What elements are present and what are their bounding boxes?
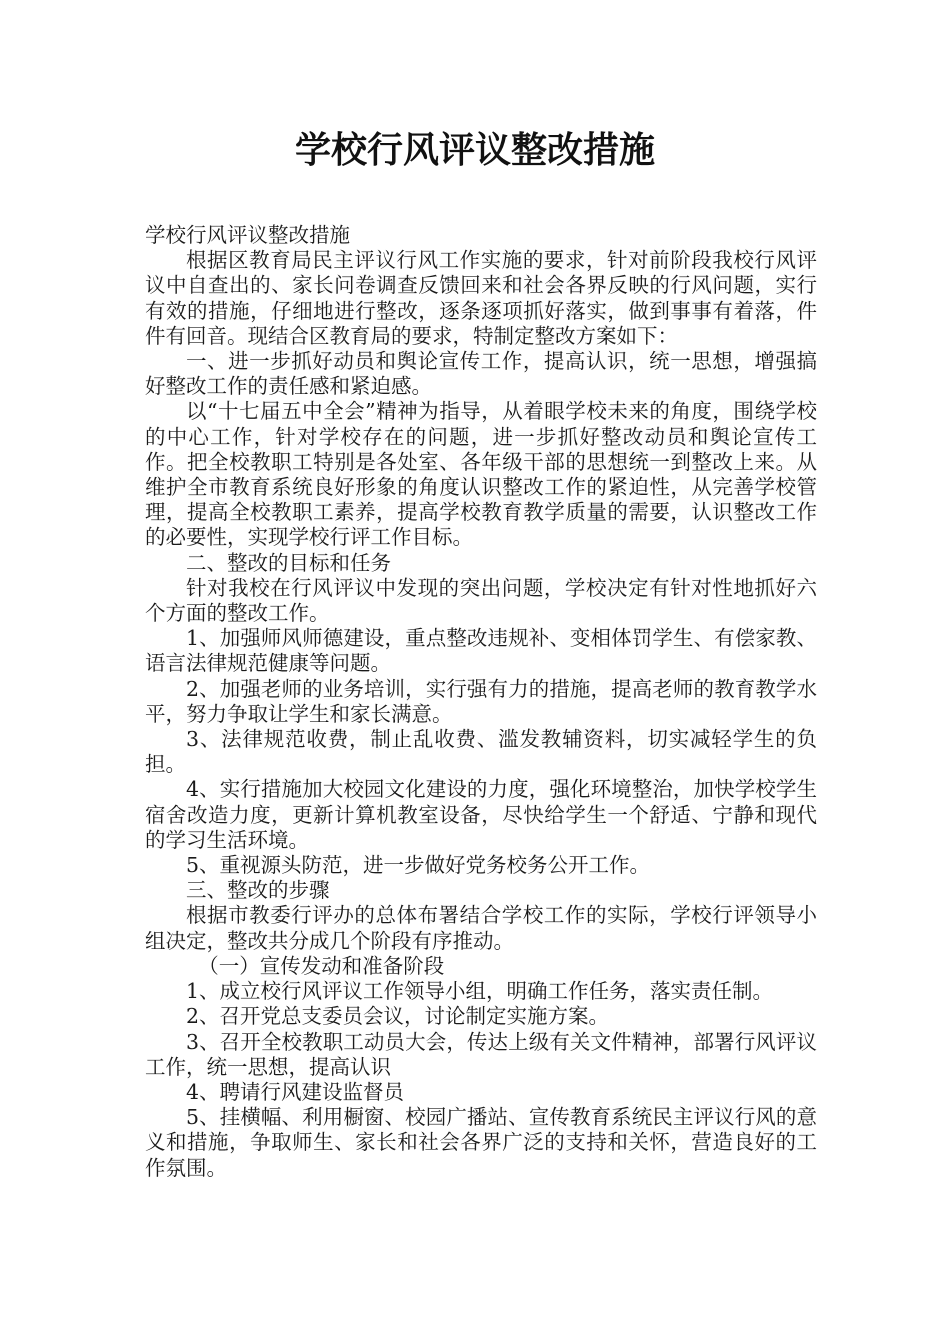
list-item: 2、加强老师的业务培训，实行强有力的措施，提高老师的教育教学水平，努力争取让学生和家长满意。 [145, 676, 817, 726]
body-paragraph: 根据市教委行评办的总体布署结合学校工作的实际，学校行评领导小组决定，整改共分成几个阶段有序推动。 [145, 903, 817, 953]
section-heading-1: 一、进一步抓好动员和舆论宣传工作，提高认识，统一思想，增强搞好整改工作的责任感和紧迫感。 [145, 349, 817, 399]
subtitle-paragraph: 学校行风评议整改措施 [145, 223, 350, 247]
subsection-heading: （一）宣传发动和准备阶段 [198, 953, 445, 978]
section-heading-2: 二、整改的目标和任务 [186, 550, 391, 575]
intro-paragraph: 根据区教育局民主评议行风工作实施的要求，针对前阶段我校行风评议中自查出的、家长问卷调查反馈回来和社会各界反映的行风问题，实行有效的措施，仔细地进行整改，逐条逐项抓好落实，做到事事有着落，件件有回音。现结合区教育局的要求，特制定整改方案如下： [145, 248, 817, 348]
list-item: 2、召开党总支委员会议，讨论制定实施方案。 [186, 1004, 610, 1029]
body-paragraph: 针对我校在行风评议中发现的突出问题，学校决定有针对性地抓好六个方面的整改工作。 [145, 575, 817, 626]
document-title: 学校行风评议整改措施 [294, 130, 655, 171]
list-item: 5、重视源头防范，进一步做好党务校务公开工作。 [186, 853, 651, 878]
list-item: 1、加强师风师德建设，重点整改违规补、变相体罚学生、有偿家教、语言法律规范健康等问题。 [145, 626, 817, 676]
list-item: 5、挂横幅、利用橱窗、校园广播站、宣传教育系统民主评议行风的意义和措施，争取师生、家长和社会各界广泛的支持和关怀，营造良好的工作氛围。 [145, 1105, 817, 1180]
list-item: 3、召开全校教职工动员大会，传达上级有关文件精神，部署行风评议工作，统一思想，提高认识 [145, 1029, 817, 1079]
list-item: 4、实行措施加大校园文化建设的力度，强化环境整治，加快学校学生宿舍改造力度，更新计算机教室设备，尽快给学生一个舒适、宁静和现代的学习生活环境。 [145, 777, 817, 852]
body-paragraph: 以“十七届五中全会”精神为指导，从着眼学校未来的角度，围绕学校的中心工作，针对学校存在的问题，进一步抓好整改动员和舆论宣传工作。把全校教职工特别是各处室、各年级干部的思想统一到整改上来。从维护全市教育系统良好形象的角度认识整改工作的紧迫性，从完善学校管理，提高全校教职工素养，提高学校教育教学质量的需要，认识整改工作的必要性，实现学校行评工作目标。 [145, 399, 817, 550]
list-item: 1、成立校行风评议工作领导小组，明确工作任务，落实责任制。 [186, 979, 774, 1004]
document-body [145, 223, 817, 1181]
section-heading-3: 三、整改的步骤 [186, 878, 330, 903]
list-item: 4、聘请行风建设监督员 [186, 1079, 405, 1104]
list-item: 3、法律规范收费，制止乱收费、滥发教辅资料，切实减轻学生的负担。 [145, 727, 817, 777]
